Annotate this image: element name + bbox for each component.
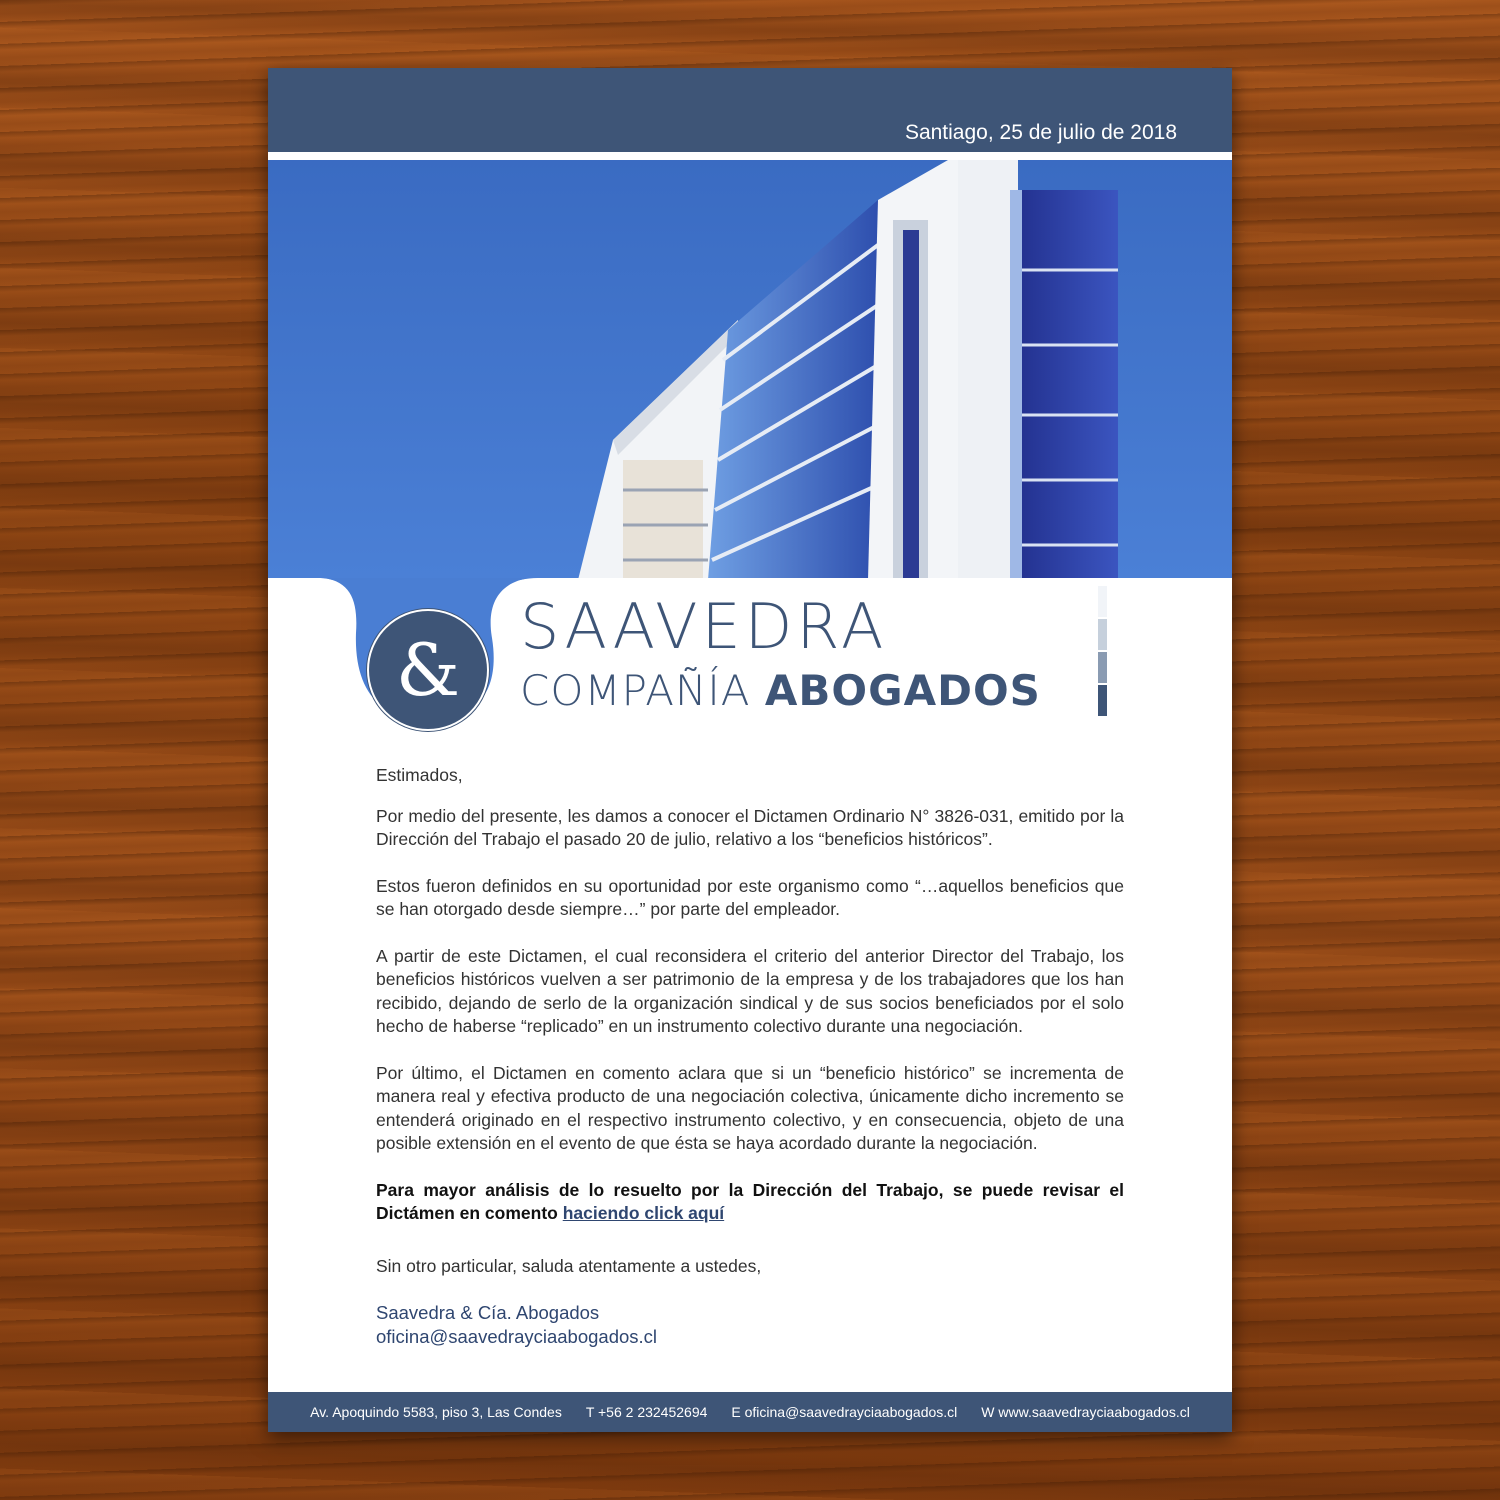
brand-subtitle-bold: ABOGADOS — [764, 666, 1041, 715]
brand-subtitle-light: COMPAÑÍA — [520, 666, 765, 715]
letter-body — [376, 764, 1124, 1349]
dictamen-link[interactable]: haciendo click aquí — [562, 1203, 725, 1223]
signature-name: Saavedra & Cía. Abogados — [376, 1302, 600, 1323]
swatch-2 — [1098, 619, 1107, 650]
footer-email: E oficina@saavedrayciaabogados.cl — [731, 1404, 958, 1420]
letter-date: Santiago, 25 de julio de 2018 — [904, 121, 1177, 144]
building-photo — [268, 160, 1232, 580]
brand-name: SAAVEDRA — [520, 590, 888, 663]
footer-phone: T +56 2 232452694 — [585, 1404, 708, 1420]
signature-block — [376, 1301, 1124, 1349]
brand-subtitle — [520, 666, 1041, 715]
swatch-3 — [1098, 652, 1107, 683]
swatch-4 — [1098, 685, 1107, 716]
highlight-text: Para mayor análisis de lo resuelto por la Dirección del Trabajo, se puede revisar el Dictámen en comento — [376, 1179, 1124, 1223]
swatch-1 — [1098, 586, 1107, 617]
paragraph: Por medio del presente, les damos a conocer el Dictamen Ordinario N° 3826-031, emitido por la Dirección del Trabajo el pasado 20 de julio, relativo a los “beneficios históricos”. — [376, 805, 1124, 849]
header-bar — [268, 68, 1232, 152]
highlight-paragraph — [376, 1179, 1124, 1226]
ampersand-logo: & — [367, 609, 489, 731]
closing-line: Sin otro particular, saluda atentamente a ustedes, — [376, 1255, 762, 1276]
greeting: Estimados, — [376, 765, 463, 785]
color-swatches — [1098, 586, 1107, 718]
paragraph: Estos fueron definidos en su oportunidad por este organismo como “…aquellos beneficios que se han otorgado desde siempre…” por parte del empleador. — [376, 875, 1124, 919]
building-illustration — [268, 160, 1232, 580]
signature-email: oficina@saavedrayciaabogados.cl — [376, 1326, 658, 1347]
paragraph: Por último, el Dictamen en comento aclara que si un “beneficio histórico” se incrementa de manera real y efectiva producto de una negociación colectiva, únicamente dicho incremento se entenderá originado en el respectivo instrumento colectivo, y en consecuencia, objeto de una posible extensión en el evento de que ésta se haya acordado durante la negociación. — [376, 1062, 1124, 1153]
footer-address: Av. Apoquindo 5583, piso 3, Las Condes — [310, 1404, 562, 1420]
letter-page — [268, 68, 1232, 1432]
footer-bar — [268, 1392, 1232, 1432]
footer-web: W www.saavedrayciaabogados.cl — [981, 1404, 1190, 1420]
paragraph: A partir de este Dictamen, el cual reconsidera el criterio del anterior Director del Trabajo, los beneficios históricos vuelven a ser patrimonio de la empresa y de los trabajadores que los han recibido, dejando de serlo de la organización sindical y de sus socios beneficiados por el solo hecho de haberse “replicado” en un instrumento colectivo durante una negociación. — [376, 945, 1124, 1036]
